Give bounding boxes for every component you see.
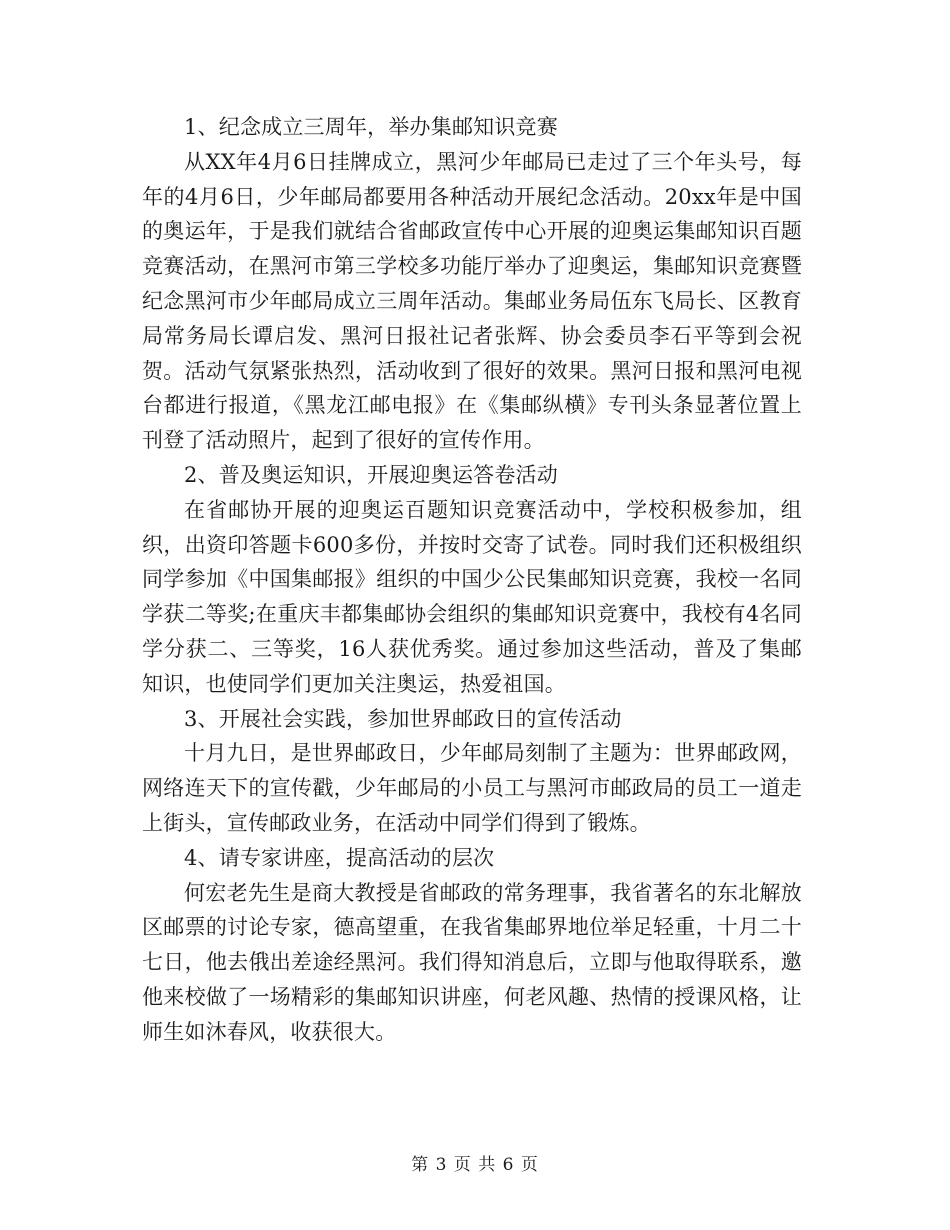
section-3-heading: 3、开展社会实践，参加世界邮政日的宣传活动 xyxy=(184,706,622,731)
section-4-paragraph: 何宏老先生是商大教授是省邮政的常务理事，我省著名的东北解放区邮票的讨论专家，德高望重，在我省集邮界地位举足轻重，十月二十七日，他去俄出差途经黑河。我们得知消息后，立即与他取得联系，邀他来校做了一场精彩的集邮知识讲座，何老风趣、热情的授课风格，让师生如沐春风，收获很大。 xyxy=(142,880,802,1044)
section-2-paragraph: 在省邮协开展的迎奥运百题知识竞赛活动中，学校积极参加，组织，出资印答题卡600多份，并按时交寄了试卷。同时我们还积极组织同学参加《中国集邮报》组织的中国少公民集邮知识竞赛，我校一名同学获二等奖;在重庆丰都集邮协会组织的集邮知识竞赛中，我校有4名同学分获二、三等奖，16人获优秀奖。通过参加这些活动，普及了集邮知识，也使同学们更加关注奥运，热爱祖国。 xyxy=(142,497,802,696)
document-body xyxy=(142,110,802,1050)
section-3-paragraph: 十月九日，是世界邮政日，少年邮局刻制了主题为：世界邮政网，网络连天下的宣传戳，少年邮局的小员工与黑河市邮政局的员工一道走上街头，宣传邮政业务，在活动中同学们得到了锻炼。 xyxy=(142,741,802,835)
section-4-heading: 4、请专家讲座，提高活动的层次 xyxy=(184,845,495,870)
page-number-footer: 第 3 页 共 6 页 xyxy=(411,1155,539,1175)
section-1-heading: 1、纪念成立三周年，举办集邮知识竞赛 xyxy=(184,115,558,139)
section-2-heading: 2、普及奥运知识，开展迎奥运答卷活动 xyxy=(184,462,558,487)
section-1-paragraph: 从XX年4月6日挂牌成立，黑河少年邮局已走过了三个年头号，每年的4月6日，少年邮局都要用各种活动开展纪念活动。20xx年是中国的奥运年，于是我们就结合省邮政宣传中心开展的迎奥运集邮知识百题竞赛活动，在黑河市第三学校多功能厅举办了迎奥运，集邮知识竞赛暨纪念黑河市少年邮局成立三周年活动。集邮业务局伍东飞局长、区教育局常务局长谭启发、黑河日报社记者张辉、协会委员李石平等到会祝贺。活动气氛紧张热烈，活动收到了很好的效果。黑河日报和黑河电视台都进行报道，《黑龙江邮电报》在《集邮纵横》专刊头条显著位置上刊登了活动照片，起到了很好的宣传作用。 xyxy=(142,149,802,453)
